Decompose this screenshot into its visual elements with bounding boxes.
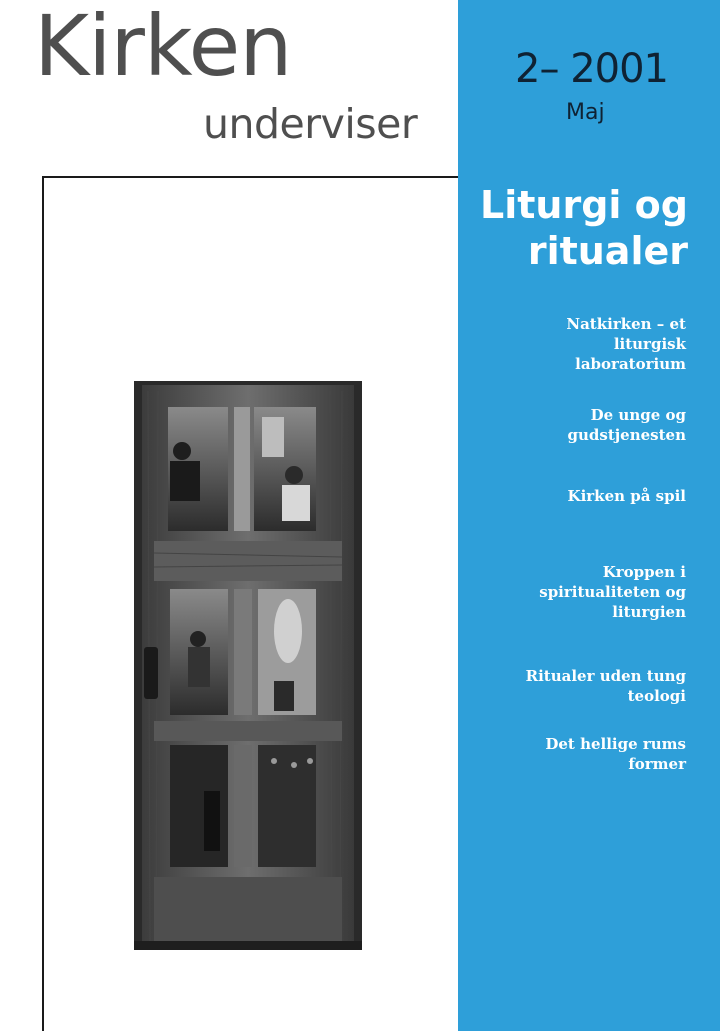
article-line: gudstjenesten — [567, 426, 686, 444]
article-line: Det hellige rums — [545, 735, 686, 753]
theme-title-line-2: ritualer — [527, 229, 688, 273]
article-line: spiritualiteten og — [539, 583, 686, 601]
article-line: liturgisk — [613, 335, 686, 353]
issue-month: Maj — [566, 100, 605, 125]
magazine-subtitle: underviser — [203, 100, 418, 148]
article-kirken-paa-spil — [466, 486, 686, 506]
theme-title-line-1: Liturgi og — [480, 183, 688, 227]
article-ritualer — [466, 666, 686, 706]
article-line: Natkirken – et — [566, 315, 686, 333]
magazine-title: Kirken — [34, 0, 292, 95]
cover-photo-door — [134, 381, 362, 950]
article-line: Kirken på spil — [567, 487, 686, 505]
article-hellige-rum — [466, 734, 686, 774]
article-line: laboratorium — [575, 355, 686, 373]
frame-left-rule — [42, 176, 44, 1031]
masthead — [0, 0, 458, 178]
article-line: Ritualer uden tung — [525, 667, 686, 685]
article-line: Kroppen i — [602, 563, 686, 581]
article-de-unge — [466, 405, 686, 445]
article-line: liturgien — [612, 603, 686, 621]
header-rule — [42, 176, 458, 178]
article-line: De unge og — [590, 406, 686, 424]
article-line: former — [628, 755, 686, 773]
article-kroppen — [466, 562, 686, 622]
article-natkirken — [466, 314, 686, 374]
theme-title — [448, 182, 688, 274]
article-line: teologi — [627, 687, 686, 705]
sidebar — [458, 0, 720, 1031]
issue-number: 2– 2001 — [515, 46, 668, 92]
